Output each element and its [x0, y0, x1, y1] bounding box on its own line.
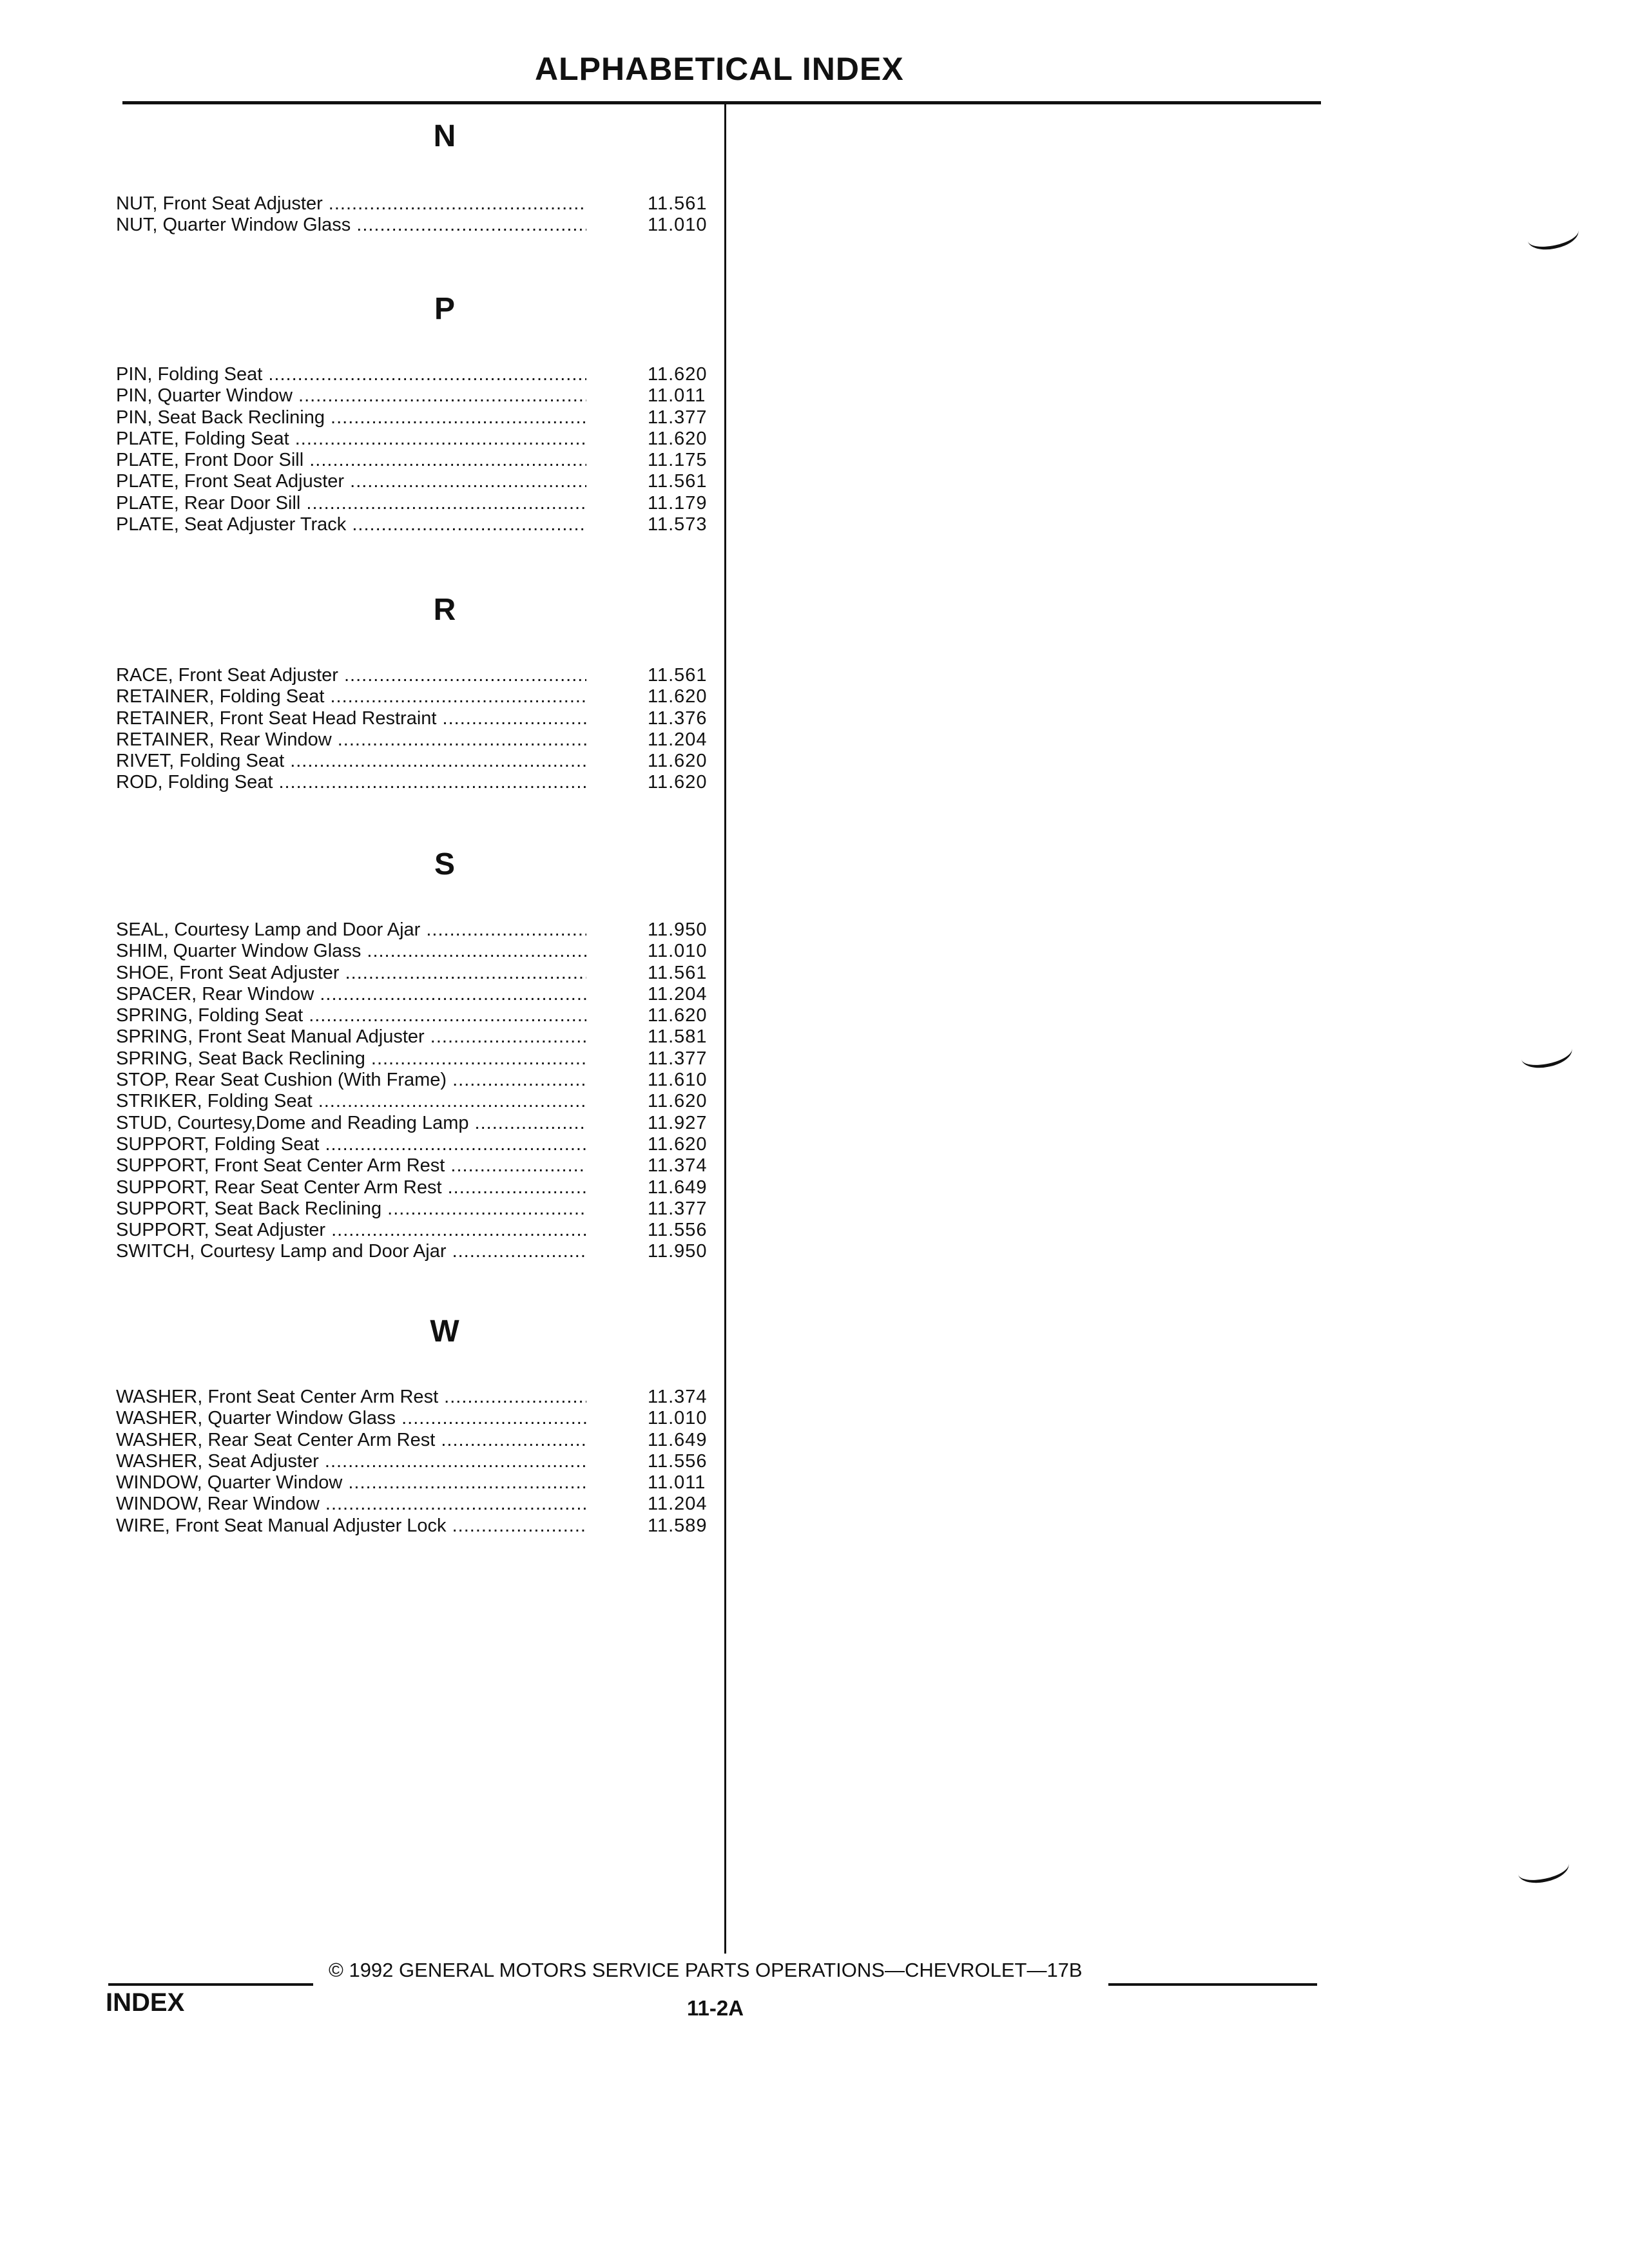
- index-entry: [116, 385, 722, 407]
- entry-page-number: 11.927: [648, 1112, 708, 1133]
- index-entry: [116, 428, 722, 450]
- entry-page-number: 11.010: [648, 941, 708, 962]
- footer-rule-right: [1108, 1983, 1317, 1986]
- index-entry: [116, 751, 722, 772]
- entry-page-number: 11.377: [648, 1198, 708, 1219]
- entry-name: SEAL, Courtesy Lamp and Door Ajar .....: [116, 919, 586, 941]
- footer-page-number: 11-2A: [687, 1996, 744, 2020]
- entry-page-number: 11.377: [648, 1048, 708, 1069]
- entry-name: WASHER, Quarter Window Glass .....: [116, 1408, 586, 1429]
- index-entry: [116, 471, 722, 492]
- entry-page-number: 11.950: [648, 919, 708, 940]
- binder-hole-mark: [1519, 1035, 1575, 1072]
- entry-page-number: 11.573: [648, 514, 708, 535]
- index-entry: [116, 1241, 722, 1262]
- entry-name: STUD, Courtesy,Dome and Reading Lamp .....: [116, 1113, 586, 1134]
- entry-list: [116, 364, 722, 535]
- index-entry: [116, 772, 722, 793]
- entry-page-number: 11.204: [648, 729, 708, 750]
- entry-list: [116, 919, 722, 1263]
- entry-page-number: 11.011: [648, 385, 706, 407]
- entry-name: PLATE, Folding Seat .....: [116, 428, 586, 450]
- index-entry: [116, 1048, 722, 1070]
- entry-name: STOP, Rear Seat Cushion (With Frame) .....: [116, 1070, 586, 1091]
- footer-section-label: INDEX: [106, 1988, 185, 2017]
- entry-name: WASHER, Front Seat Center Arm Rest .....: [116, 1387, 586, 1408]
- entry-page-number: 11.620: [648, 364, 708, 385]
- index-entry: [116, 708, 722, 729]
- index-column: [116, 104, 722, 1947]
- section-letter: P: [434, 292, 455, 326]
- column-divider: [724, 101, 726, 1954]
- entry-page-number: 11.374: [648, 1155, 708, 1177]
- entry-name: PIN, Quarter Window .....: [116, 385, 586, 407]
- index-entry: [116, 1070, 722, 1091]
- entry-page-number: 11.010: [648, 215, 708, 236]
- entry-page-number: 11.204: [648, 1494, 708, 1515]
- entry-name: RETAINER, Rear Window .....: [116, 729, 586, 751]
- entry-list: [116, 665, 722, 794]
- entry-name: SPRING, Front Seat Manual Adjuster .....: [116, 1026, 586, 1048]
- index-entry: [116, 1198, 722, 1220]
- index-entry: [116, 665, 722, 686]
- index-entry: [116, 215, 722, 236]
- index-entry: [116, 1472, 722, 1494]
- index-entry: [116, 193, 722, 215]
- entry-name: NUT, Front Seat Adjuster .....: [116, 193, 586, 215]
- entry-name: ROD, Folding Seat .....: [116, 772, 586, 793]
- entry-name: PLATE, Front Seat Adjuster .....: [116, 471, 586, 492]
- index-entry: [116, 1177, 722, 1198]
- entry-page-number: 11.010: [648, 1408, 708, 1429]
- entry-page-number: 11.581: [648, 1026, 708, 1048]
- index-entry: [116, 1091, 722, 1112]
- entry-name: RETAINER, Front Seat Head Restraint .....: [116, 708, 586, 729]
- binder-hole-mark: [1516, 1850, 1572, 1887]
- entry-name: SUPPORT, Folding Seat .....: [116, 1134, 586, 1155]
- entry-name: SPRING, Folding Seat .....: [116, 1005, 586, 1026]
- entry-page-number: 11.556: [648, 1450, 708, 1472]
- entry-name: NUT, Quarter Window Glass .....: [116, 215, 586, 236]
- entry-name: SUPPORT, Seat Adjuster .....: [116, 1220, 586, 1241]
- entry-name: WASHER, Seat Adjuster .....: [116, 1451, 586, 1472]
- entry-page-number: 11.376: [648, 707, 708, 729]
- entry-page-number: 11.610: [648, 1070, 708, 1091]
- index-entry: [116, 1155, 722, 1177]
- entry-page-number: 11.011: [648, 1472, 706, 1494]
- index-entry: [116, 407, 722, 428]
- page-title: ALPHABETICAL INDEX: [535, 51, 904, 87]
- entry-name: SUPPORT, Front Seat Center Arm Rest .....: [116, 1155, 586, 1177]
- index-entry: [116, 514, 722, 535]
- entry-name: SWITCH, Courtesy Lamp and Door Ajar .....: [116, 1241, 586, 1262]
- entry-page-number: 11.620: [648, 428, 708, 449]
- entry-name: PIN, Folding Seat .....: [116, 364, 586, 385]
- index-entry: [116, 1005, 722, 1026]
- index-entry: [116, 1026, 722, 1048]
- entry-page-number: 11.620: [648, 1005, 708, 1026]
- index-entry: [116, 1494, 722, 1515]
- entry-name: WINDOW, Rear Window .....: [116, 1494, 586, 1515]
- section-letter: W: [430, 1314, 459, 1349]
- entry-page-number: 11.620: [648, 751, 708, 772]
- index-entry: [116, 984, 722, 1005]
- entry-page-number: 11.589: [648, 1515, 708, 1536]
- index-entry: [116, 493, 722, 514]
- entry-name: SPRING, Seat Back Reclining .....: [116, 1048, 586, 1070]
- index-entry: [116, 1430, 722, 1451]
- entry-name: RETAINER, Folding Seat .....: [116, 686, 586, 707]
- entry-list: [116, 193, 722, 236]
- entry-page-number: 11.374: [648, 1387, 708, 1407]
- entry-page-number: 11.620: [648, 686, 708, 707]
- section-letter: N: [433, 119, 456, 153]
- index-entry: [116, 1220, 722, 1241]
- index-entry: [116, 450, 722, 471]
- section-letter: S: [434, 847, 455, 881]
- index-entry: [116, 364, 722, 385]
- entry-name: RACE, Front Seat Adjuster .....: [116, 665, 586, 686]
- entry-page-number: 11.556: [648, 1220, 708, 1241]
- entry-page-number: 11.620: [648, 1133, 708, 1155]
- entry-page-number: 11.179: [648, 492, 708, 514]
- entry-page-number: 11.649: [648, 1177, 708, 1198]
- entry-page-number: 11.377: [648, 407, 708, 428]
- entry-name: SUPPORT, Rear Seat Center Arm Rest .....: [116, 1177, 586, 1198]
- index-entry: [116, 1451, 722, 1472]
- entry-name: RIVET, Folding Seat .....: [116, 751, 586, 772]
- entry-page-number: 11.561: [648, 193, 708, 214]
- entry-page-number: 11.561: [648, 962, 708, 983]
- section-letter: R: [433, 593, 456, 627]
- entry-name: WIRE, Front Seat Manual Adjuster Lock .....: [116, 1515, 586, 1537]
- entry-page-number: 11.649: [648, 1429, 708, 1450]
- entry-page-number: 11.561: [648, 471, 708, 492]
- entry-name: PIN, Seat Back Reclining .....: [116, 407, 586, 428]
- footer-rule-left: [108, 1983, 313, 1986]
- index-entry: [116, 1134, 722, 1155]
- entry-name: PLATE, Seat Adjuster Track .....: [116, 514, 586, 535]
- entry-page-number: 11.620: [648, 772, 708, 793]
- index-entry: [116, 729, 722, 751]
- index-entry: [116, 919, 722, 941]
- entry-name: STRIKER, Folding Seat .....: [116, 1091, 586, 1112]
- index-entry: [116, 686, 722, 707]
- entry-page-number: 11.620: [648, 1091, 708, 1112]
- index-entry: [116, 1515, 722, 1537]
- index-entry: [116, 1113, 722, 1134]
- entry-name: PLATE, Rear Door Sill .....: [116, 493, 586, 514]
- binder-hole-mark: [1525, 217, 1581, 254]
- entry-page-number: 11.175: [648, 450, 708, 471]
- entry-name: WINDOW, Quarter Window .....: [116, 1472, 586, 1494]
- index-entry: [116, 963, 722, 984]
- entry-name: WASHER, Rear Seat Center Arm Rest .....: [116, 1430, 586, 1451]
- index-entry: [116, 941, 722, 962]
- entry-page-number: 11.950: [648, 1241, 708, 1262]
- entry-page-number: 11.561: [648, 665, 708, 686]
- entry-name: SHOE, Front Seat Adjuster .....: [116, 963, 586, 984]
- index-entry: [116, 1408, 722, 1429]
- entry-page-number: 11.204: [648, 983, 708, 1004]
- entry-name: SUPPORT, Seat Back Reclining .....: [116, 1198, 586, 1220]
- entry-name: SPACER, Rear Window .....: [116, 984, 586, 1005]
- index-entry: [116, 1387, 722, 1408]
- entry-list: [116, 1387, 722, 1537]
- entry-name: PLATE, Front Door Sill .....: [116, 450, 586, 471]
- entry-name: SHIM, Quarter Window Glass .....: [116, 941, 586, 962]
- footer-copyright: © 1992 GENERAL MOTORS SERVICE PARTS OPERATIONS—CHEVROLET—17B: [329, 1959, 1083, 1981]
